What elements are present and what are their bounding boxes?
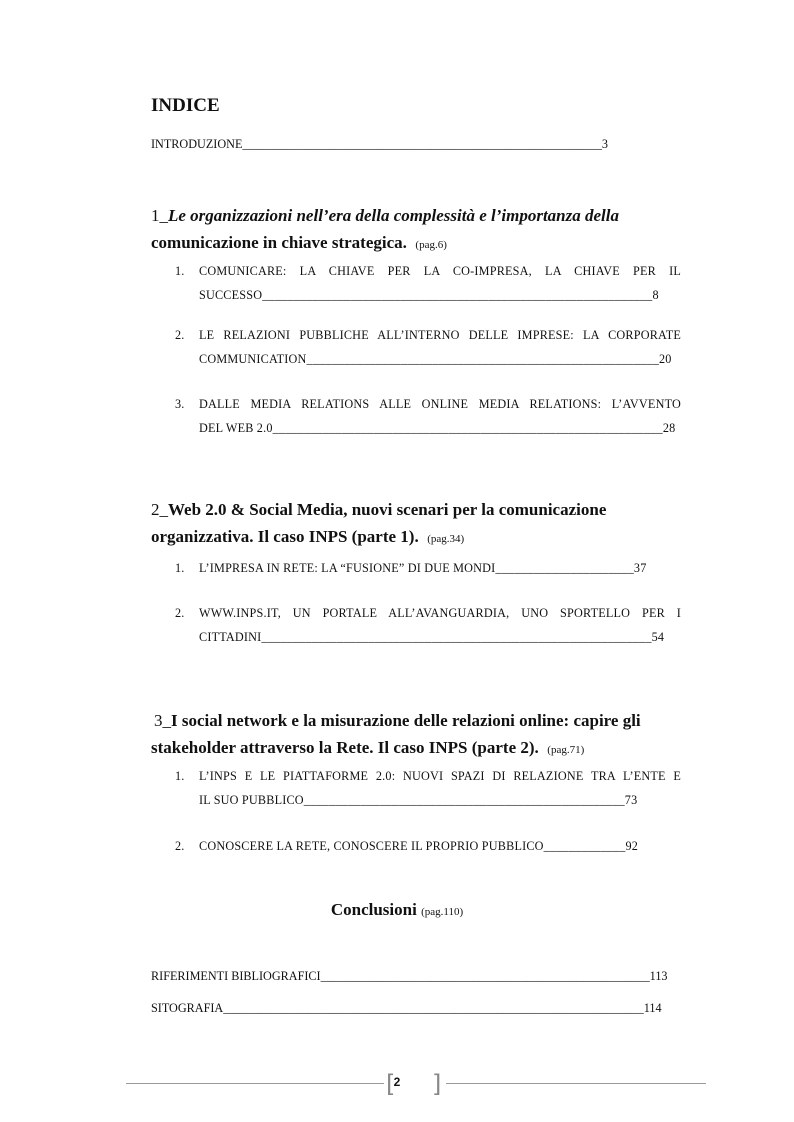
conclusions-label: Conclusioni [330, 900, 417, 919]
toc-entry-introduzione[interactable] [151, 136, 608, 152]
chapter-number: 2_ [151, 500, 168, 519]
item-number: 3. [175, 397, 185, 411]
toc-entry-label: INTRODUZIONE [151, 137, 243, 151]
chapter-title-cont: organizzativa. Il caso INPS (parte 1). [151, 527, 419, 546]
chapter-title-cont: stakeholder attraverso la Rete. Il caso INPS (parte 2). [151, 738, 539, 757]
toc-entry-label: SITOGRAFIA [151, 1001, 224, 1015]
chapter-title: Web 2.0 & Social Media, nuovi scenari per la comunicazione [168, 500, 607, 519]
item-title-cont: SUCCESSO______________________________________________________________8 [199, 288, 659, 302]
item-number: 1. [175, 769, 185, 783]
item-title: CONOSCERE LA RETE, CONOSCERE IL PROPRIO PUBBLICO_____________92 [199, 839, 639, 853]
toc-entry-bibliografia[interactable] [151, 968, 668, 984]
item-title: L’IMPRESA IN RETE: LA “FUSIONE” DI DUE MONDI______________________37 [199, 561, 647, 575]
toc-entry-sitografia[interactable] [151, 1000, 662, 1016]
toc-entry-page: 3 [601, 137, 609, 151]
chapter-number: 1_ [151, 206, 168, 225]
chapter-title: I social network e la misurazione delle relazioni online: capire gli [171, 711, 641, 730]
toc-leader: ___________________________________________________________ [242, 137, 602, 151]
item-title-cont: CITTADINI______________________________________________________________54 [199, 630, 665, 644]
chapter-number: 3_ [154, 711, 171, 730]
toc-entry-label: RIFERIMENTI BIBLIOGRAFICI [151, 969, 321, 983]
chapter-title: comunicazione in chiave strategica. [151, 233, 407, 252]
chapter-2-heading[interactable] [151, 496, 606, 553]
page-title: INDICE [151, 95, 220, 116]
conclusions-heading[interactable] [0, 900, 794, 920]
item-title: LE RELAZIONI PUBBLICHE ALL’INTERNO DELLE IMPRESE: LA CORPORATE [199, 328, 681, 342]
page-number: 2 [393, 1075, 401, 1089]
item-number: 2. [175, 606, 185, 620]
chapter-3-heading[interactable] [151, 707, 641, 764]
footer-bracket-right: ] [432, 1070, 442, 1098]
chapter-page: (pag.71) [547, 744, 585, 756]
item-title-cont: DEL WEB 2.0______________________________________________________________28 [199, 421, 676, 435]
conclusions-page: (pag.110) [421, 906, 464, 918]
item-title: COMUNICARE: LA CHIAVE PER LA CO-IMPRESA, LA CHIAVE PER IL [199, 264, 681, 278]
item-title: L’INPS E LE PIATTAFORME 2.0: NUOVI SPAZI DI RELAZIONE TRA L’ENTE E [199, 769, 681, 783]
chapter-page: (pag.34) [427, 533, 465, 545]
item-title: DALLE MEDIA RELATIONS ALLE ONLINE MEDIA RELATIONS: L’AVVENTO [199, 397, 681, 411]
item-title: WWW.INPS.IT, UN PORTALE ALL’AVANGUARDIA, UNO SPORTELLO PER I [199, 606, 681, 620]
item-number: 2. [175, 839, 185, 853]
toc-entry-page: 114 [643, 1001, 662, 1015]
item-number: 1. [175, 264, 185, 278]
toc-leader: _____________________________________________________________________ [223, 1001, 644, 1015]
toc-leader: ______________________________________________________ [320, 969, 650, 983]
chapter-page: (pag.6) [415, 239, 447, 251]
footer-bracket-left: [ [386, 1070, 396, 1098]
item-number: 1. [175, 561, 185, 575]
chapter-1-heading[interactable] [151, 202, 619, 259]
item-title-cont: IL SUO PUBBLICO___________________________________________________73 [199, 793, 638, 807]
toc-entry-page: 113 [649, 969, 668, 983]
chapter-title-italic: Le organizzazioni nell’era della complessità e l’importanza della [168, 206, 619, 225]
item-number: 2. [175, 328, 185, 342]
item-title-cont: COMMUNICATION________________________________________________________20 [199, 352, 672, 366]
